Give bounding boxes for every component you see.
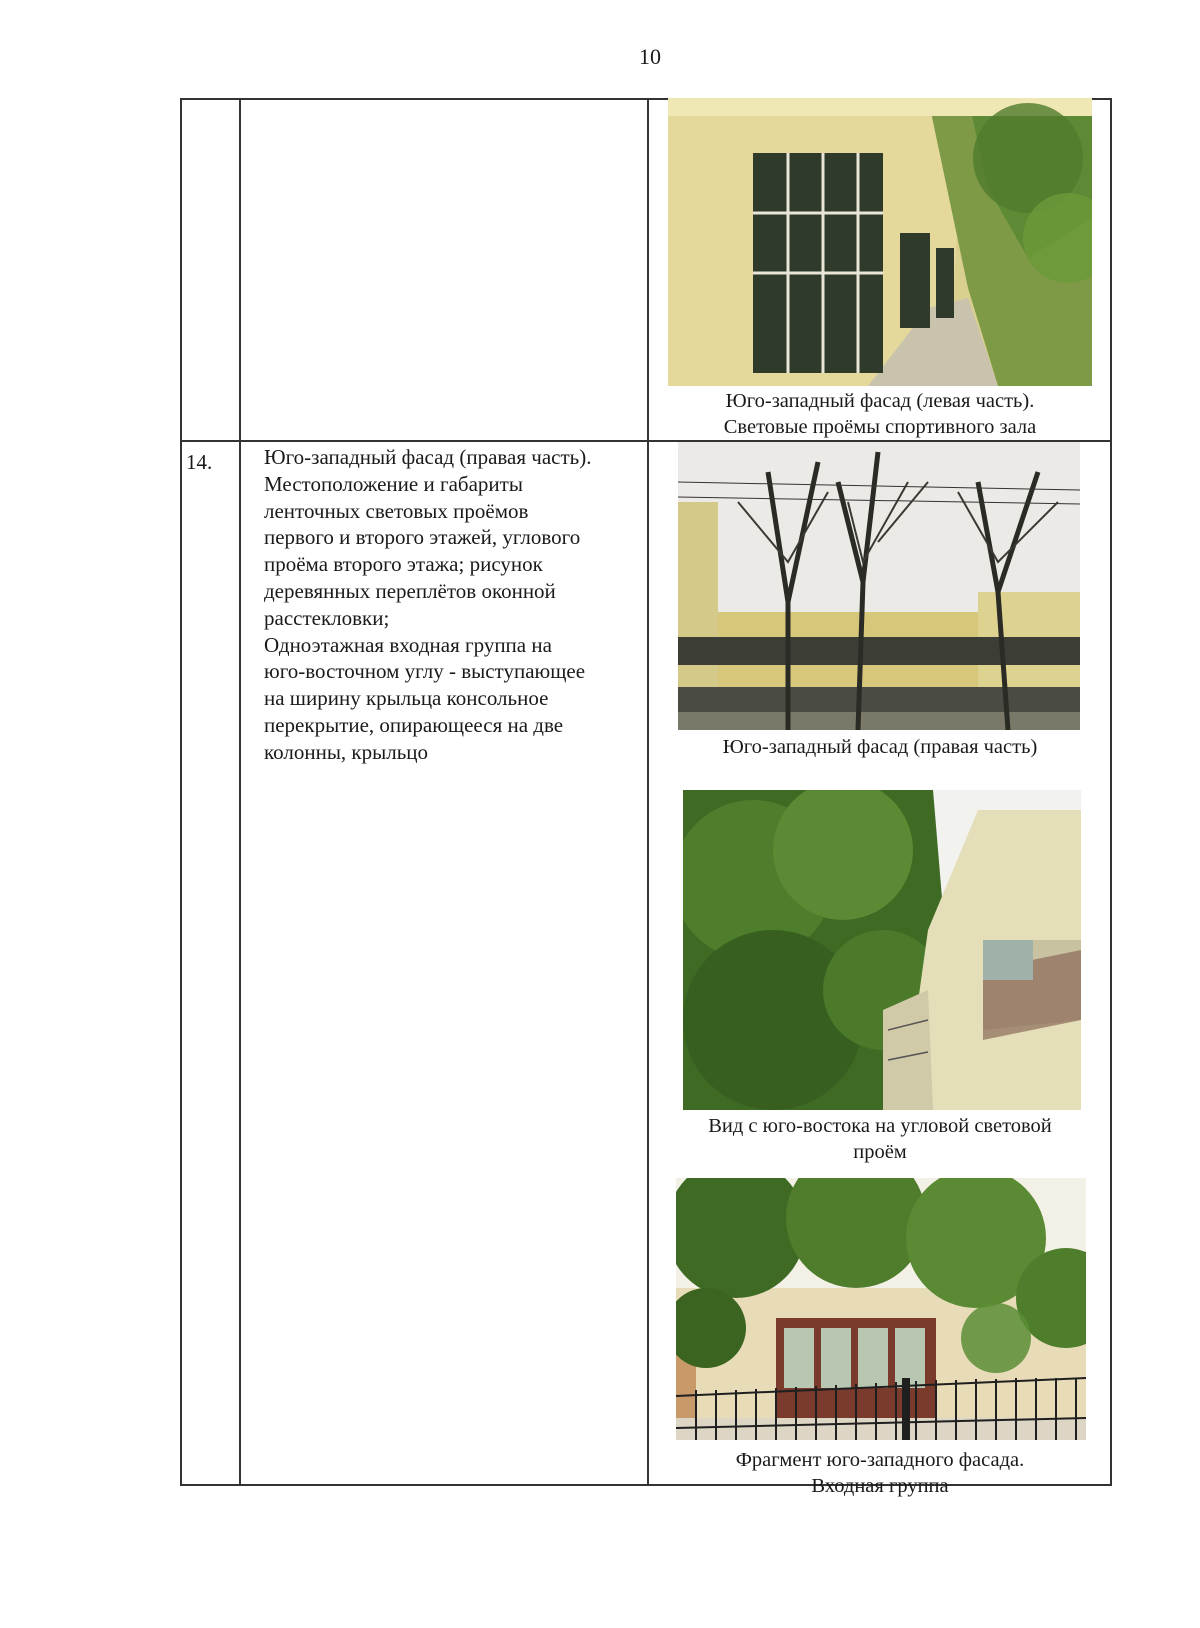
photo-facade-right: [678, 442, 1080, 730]
photo-caption: [650, 734, 1110, 760]
page-number: 10: [639, 44, 661, 69]
caption-line: Световые проёмы спортивного зала: [723, 416, 1037, 438]
row-number: 14.: [186, 450, 213, 474]
description-line: перекрытие, опирающееся на две: [264, 712, 564, 737]
photo-caption: [650, 1113, 1110, 1165]
caption-line: проём: [853, 1141, 907, 1163]
description-line: колонны, крыльцо: [264, 739, 429, 764]
description-line: юго-восточном углу - выступающее: [264, 659, 586, 684]
table-border-col1: [239, 98, 241, 1486]
caption-line: Фрагмент юго-западного фасада.: [735, 1449, 1025, 1471]
photo-corner-view: [683, 790, 1081, 1110]
table-border-right: [1110, 98, 1112, 1486]
caption-line: Вид с юго-востока на угловой световой: [708, 1115, 1052, 1137]
description-line: проёма второго этажа; рисунок: [264, 552, 543, 577]
description-line: Местоположение и габариты: [264, 471, 523, 496]
table-border-col2: [647, 98, 649, 1486]
description-line: первого и второго этажей, углового: [264, 525, 581, 550]
description-line: деревянных переплётов оконной: [264, 578, 556, 603]
description-line: расстекловки;: [264, 605, 390, 630]
photo-caption: [650, 1447, 1110, 1499]
photo-entrance-fragment: [676, 1178, 1086, 1440]
caption-line: Юго-западный фасад (левая часть).: [725, 390, 1035, 412]
photo-facade-left: [668, 98, 1092, 386]
description-line: Одноэтажная входная группа на: [264, 632, 552, 657]
row-description: [264, 444, 644, 766]
description-line: Юго-западный фасад (правая часть).: [264, 445, 592, 469]
description-line: на ширину крыльца консольное: [264, 686, 549, 711]
caption-line: Входная группа: [811, 1475, 949, 1497]
table-border-left: [180, 98, 182, 1486]
description-line: ленточных световых проёмов: [264, 498, 529, 523]
caption-line: Юго-западный фасад (правая часть): [722, 736, 1038, 758]
photo-caption: [650, 388, 1110, 440]
